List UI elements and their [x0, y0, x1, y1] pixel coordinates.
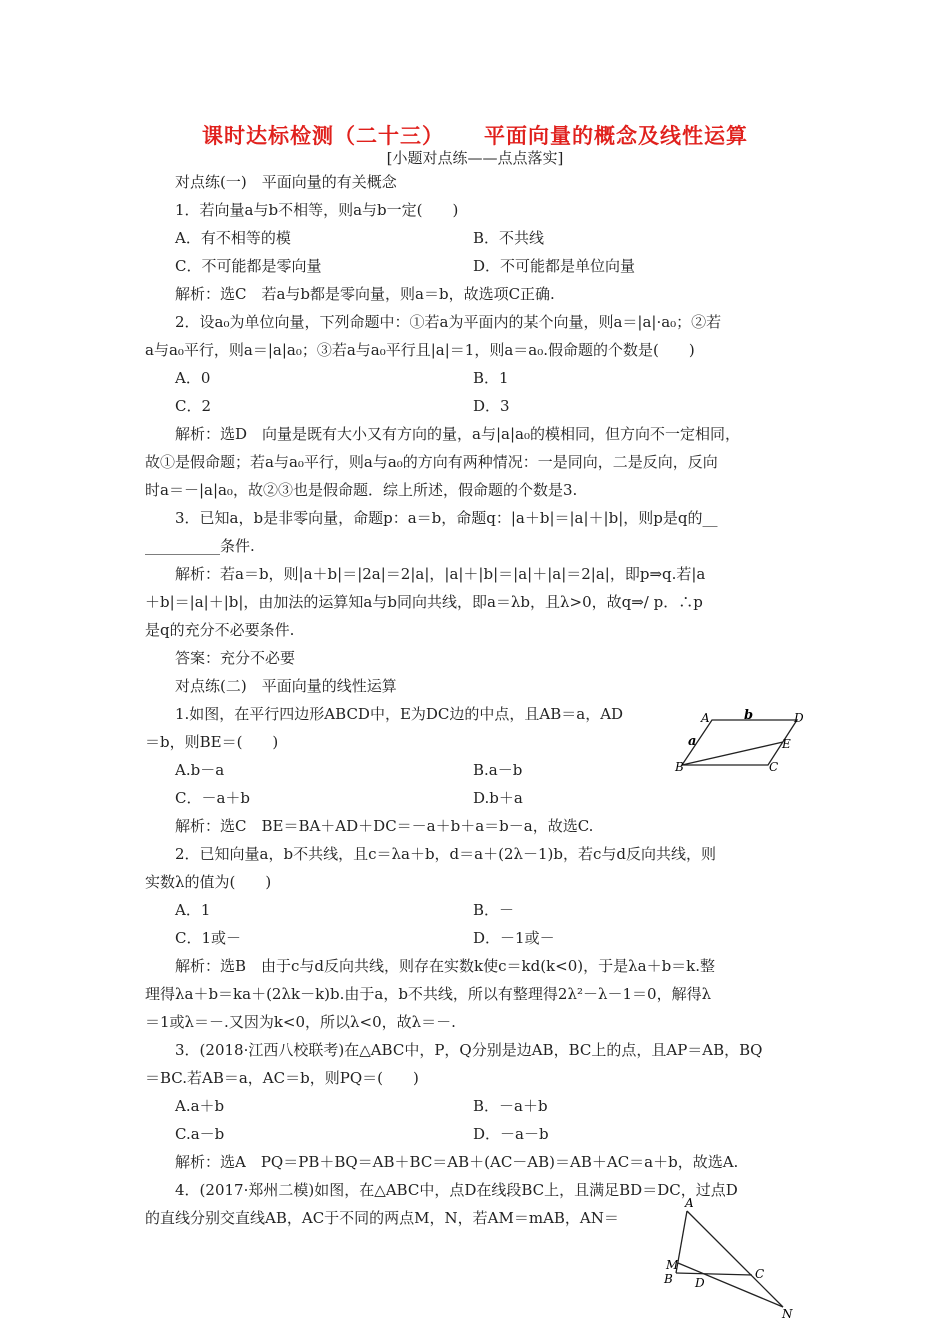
solution-text: ＝1或λ＝－.又因为k<0，所以λ<0，故λ＝－. [145, 1013, 456, 1031]
option-d: D．3 [473, 397, 510, 415]
triangle-figure [658, 1195, 798, 1320]
section-heading-1: 对点练(一) 平面向量的有关概念 [175, 173, 397, 191]
option-a: A．有不相等的模 [175, 229, 291, 247]
solution-text: 解析：选C 若a与b都是零向量，则a＝b，故选项C正确. [175, 285, 555, 303]
label-vector-a: a [688, 734, 697, 749]
segment-mn [678, 1263, 783, 1307]
label-c-point: C [769, 760, 779, 774]
solution-text: 解析：选B 由于c与d反向共线，则存在实数k使c＝kd(k<0)，于是λa＋b＝k.整 [175, 957, 716, 975]
segment-an [687, 1211, 783, 1307]
question-text: ＝BC.若AB＝a，AC＝b，则PQ＝( ) [145, 1069, 419, 1087]
option-b: B．－a＋b [473, 1097, 548, 1115]
label-b-point: B [675, 760, 684, 774]
section-heading-2: 对点练(二) 平面向量的线性运算 [175, 677, 397, 695]
label-vector-b: b [744, 708, 754, 723]
option-d: D.b＋a [473, 789, 523, 807]
solution-text: 故①是假命题；若a与a₀平行，则a与a₀的方向有两种情况：一是同向，二是反向，反向 [145, 453, 718, 471]
option-a: A．1 [175, 901, 211, 919]
solution-text: 解析：若a＝b，则|a＋b|＝|2a|＝2|a|，|a|＋|b|＝|a|＋|a|＝2|a|，即p⇒q.若|a [175, 565, 706, 583]
answer-text: 答案：充分不必要 [175, 649, 296, 667]
segment-be [682, 742, 783, 765]
label-e-point: E [782, 737, 791, 751]
question-text: a与a₀平行，则a＝|a|a₀；③若a与a₀平行且|a|＝1，则a＝a₀.假命题的个数是( ) [145, 341, 695, 359]
label-d-point: D [695, 1276, 705, 1290]
page-title [0, 120, 950, 150]
label-d-point: D [794, 711, 804, 725]
question-text: 1．若向量a与b不相等，则a与b一定( ) [175, 201, 459, 219]
option-d: D．－a－b [473, 1125, 549, 1143]
segment-bc [676, 1273, 752, 1275]
option-b: B．不共线 [473, 229, 545, 247]
option-a: A．0 [175, 369, 211, 387]
option-b: B．1 [473, 369, 509, 387]
label-a-point: A [701, 711, 710, 725]
option-c: C．不可能都是零向量 [175, 257, 322, 275]
question-text: 实数λ的值为( ) [145, 873, 272, 891]
option-d: D．不可能都是单位向量 [473, 257, 636, 275]
label-a-vertex: A [685, 1196, 694, 1210]
option-a: A.a＋b [175, 1097, 225, 1115]
question-text: 4．(2017·郑州二模)如图，在△ABC中，点D在线段BC上，且满足BD＝DC，过点D [175, 1181, 738, 1199]
solution-text: 时a＝－|a|a₀，故②③也是假命题．综上所述，假命题的个数是3. [145, 481, 578, 499]
question-text: 2．设a₀为单位向量，下列命题中：①若a为平面内的某个向量，则a＝|a|·a₀；②若 [175, 313, 722, 331]
solution-text: 是q的充分不必要条件. [145, 621, 295, 639]
solution-text: 解析：选A PQ＝PB＋BQ＝AB＋BC＝AB＋(AC－AB)＝AB＋AC＝a＋b，故选A. [175, 1153, 739, 1171]
page-subtitle: [小题对点练——点点落实] [386, 149, 564, 167]
title-part-1: 课时达标检测（二十三） [202, 124, 444, 148]
question-text: 3．(2018·江西八校联考)在△ABC中，P，Q分别是边AB，BC上的点，且AP＝AB，BQ [175, 1041, 763, 1059]
solution-text: 解析：选D 向量是既有大小又有方向的量，a与|a|a₀的模相同，但方向不一定相同， [175, 425, 740, 443]
solution-text: ＋b|＝|a|＋|b|，由加法的运算知a与b同向共线，即a＝λb，且λ>0，故q⇒/ p．∴p [145, 593, 703, 611]
question-text: __________条件. [145, 537, 255, 555]
option-b: B.a－b [473, 761, 523, 779]
option-c: C.a－b [175, 1125, 225, 1143]
question-text: 1.如图，在平行四边形ABCD中，E为DC边的中点，且AB＝a，AD [175, 705, 624, 723]
label-n-point: N [782, 1307, 793, 1320]
solution-text: 理得λa＋b＝ka＋(2λk－k)b.由于a，b不共线，所以有整理得2λ²－λ－1＝0，解得λ [145, 985, 712, 1003]
label-c-vertex: C [755, 1267, 765, 1281]
parallelogram-figure [670, 700, 820, 775]
question-text: ＝b，则BE＝( ) [145, 733, 279, 751]
option-c: C．－a＋b [175, 789, 251, 807]
option-c: C．1或－ [175, 929, 242, 947]
solution-text: 解析：选C BE＝BA＋AD＋DC＝－a＋b＋a＝b－a，故选C. [175, 817, 594, 835]
title-part-2: 平面向量的概念及线性运算 [484, 124, 748, 148]
option-d: D．－1或－ [473, 929, 555, 947]
label-b-vertex: B [664, 1272, 673, 1286]
label-m-point: M [666, 1258, 679, 1272]
option-a: A.b－a [175, 761, 225, 779]
option-b: B．－ [473, 901, 515, 919]
question-text: 2．已知向量a，b不共线，且c＝λa＋b，d＝a＋(2λ－1)b，若c与d反向共线，则 [175, 845, 716, 863]
question-text: 3．已知a，b是非零向量，命题p：a＝b，命题q：|a＋b|＝|a|＋|b|，则p是q的__ [175, 509, 718, 527]
question-text: 的直线分别交直线AB，AC于不同的两点M，N，若AM＝mAB，AN＝ [145, 1209, 619, 1227]
option-c: C．2 [175, 397, 212, 415]
